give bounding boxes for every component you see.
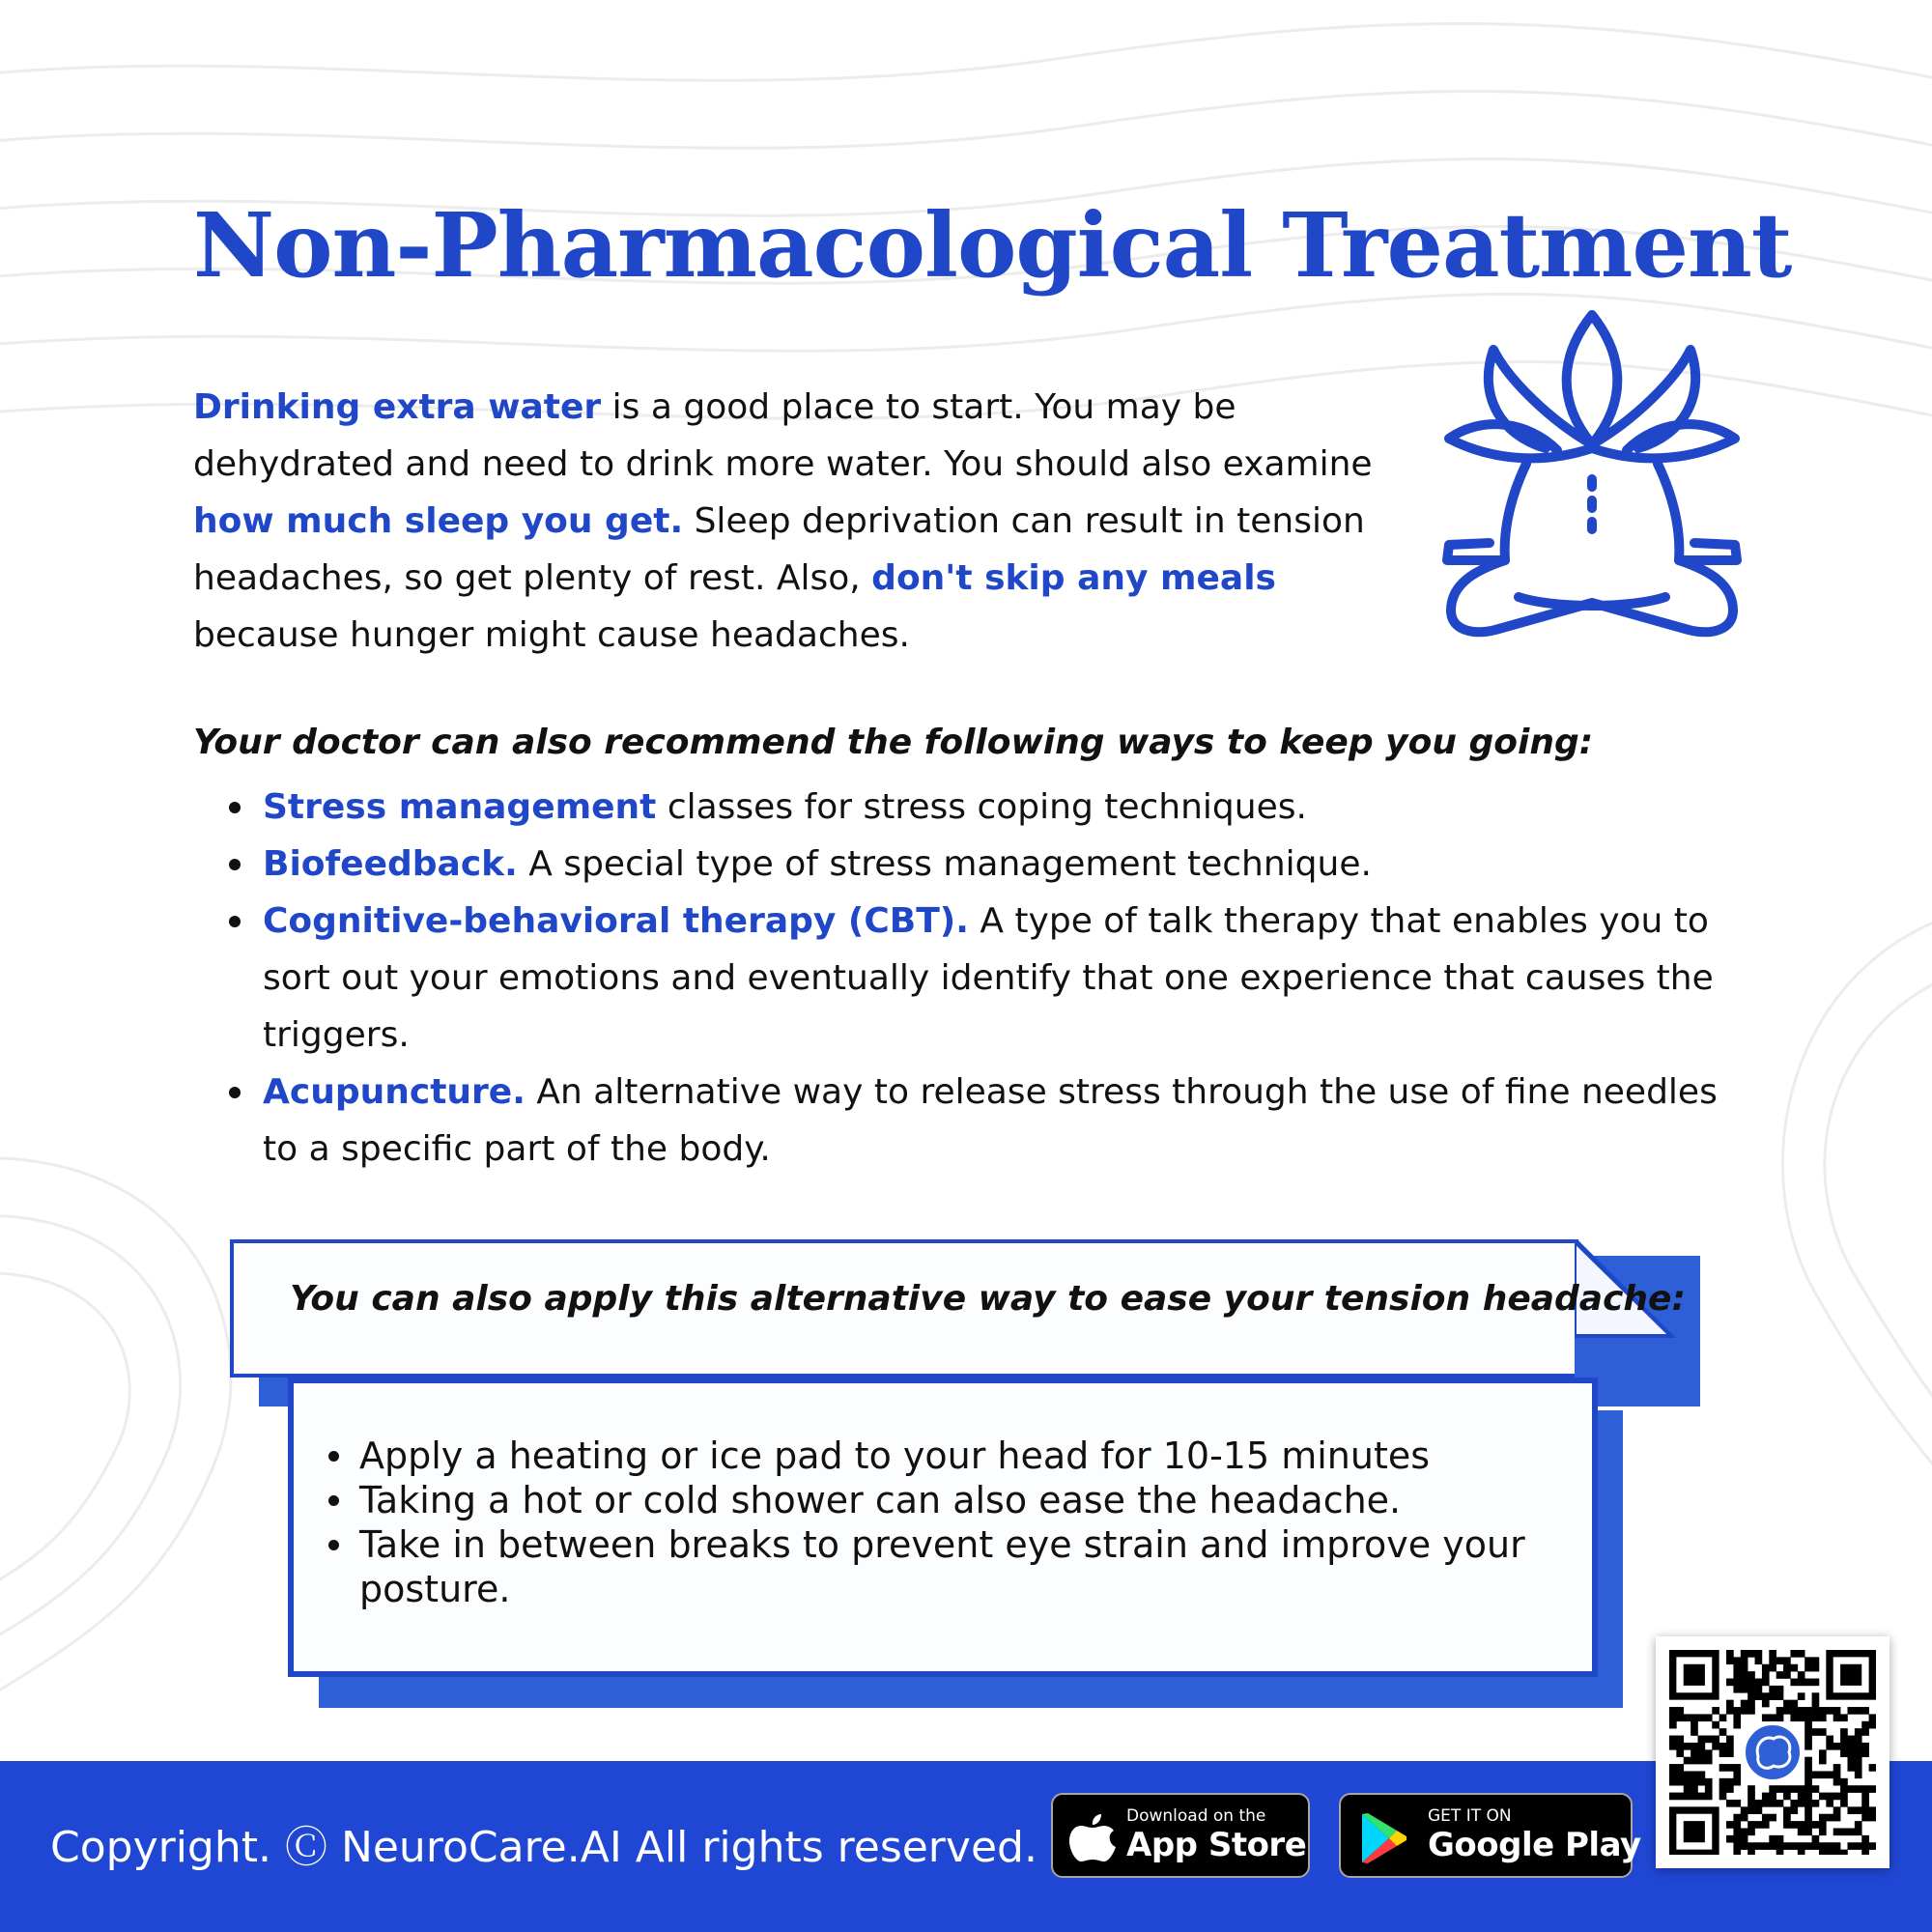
intro-text-1: is a good place to start. You may be dehydrated and need to drink more water. You should also examine (193, 387, 1373, 484)
note-header-text: You can also apply this alternative way to ease your tension headache: (290, 1279, 1686, 1319)
app-store-label: App Store (1126, 1826, 1307, 1864)
list-item (224, 1064, 1750, 1178)
highlight-meals: don't skip any meals (871, 558, 1276, 598)
lotus-meditation-icon (1437, 307, 1747, 655)
copyright-text: Copyright. Ⓒ NeuroCare.AI All rights reserved. (50, 1823, 1037, 1872)
highlight-drink-water: Drinking extra water (193, 387, 602, 427)
highlight-sleep: how much sleep you get. (193, 501, 684, 541)
method-term: Acupuncture. (263, 1072, 526, 1112)
app-store-small-text: Download on the (1126, 1806, 1266, 1826)
intro-text-3: because hunger might cause headaches. (193, 615, 910, 655)
intro-paragraph (193, 379, 1420, 664)
app-store-badge[interactable] (1051, 1793, 1310, 1878)
method-term: Cognitive-behavioral therapy (CBT). (263, 901, 969, 941)
google-play-label: Google Play (1428, 1826, 1641, 1864)
list-item (224, 779, 1750, 836)
method-description: classes for stress coping techniques. (656, 787, 1307, 827)
intro-text-2: Sleep deprivation can result in tension headaches, so get plenty of rest. Also, (193, 501, 1365, 598)
method-description: An alternative way to release stress through the use of fine needles to a specific part of the body. (263, 1072, 1718, 1169)
list-item (224, 836, 1750, 893)
alternative-tips-list (325, 1434, 1561, 1611)
page-title: Non-Pharmacological Treatment (193, 193, 1792, 298)
method-description: A special type of stress management technique. (517, 844, 1372, 884)
google-play-icon (1360, 1812, 1408, 1864)
apple-icon (1068, 1810, 1117, 1862)
list-item: Taking a hot or cold shower can also ease the headache. (325, 1478, 1561, 1522)
list-item: Apply a heating or ice pad to your head for 10-15 minutes (325, 1434, 1561, 1478)
method-term: Biofeedback. (263, 844, 518, 884)
qr-code-card[interactable] (1656, 1636, 1889, 1868)
doctor-recommendations-lead: Your doctor can also recommend the following ways to keep you going: (193, 723, 1594, 762)
google-play-badge[interactable] (1339, 1793, 1641, 1878)
method-term: Stress management (263, 787, 657, 827)
list-item: Take in between breaks to prevent eye strain and improve your posture. (325, 1522, 1561, 1611)
list-item (224, 893, 1750, 1064)
method-description: A type of talk therapy that enables you to sort out your emotions and eventually identify that one experience that causes the triggers. (263, 901, 1714, 1055)
google-play-small-text: GET IT ON (1428, 1806, 1512, 1826)
qr-code (1669, 1650, 1876, 1855)
doctor-methods-list (224, 779, 1750, 1178)
